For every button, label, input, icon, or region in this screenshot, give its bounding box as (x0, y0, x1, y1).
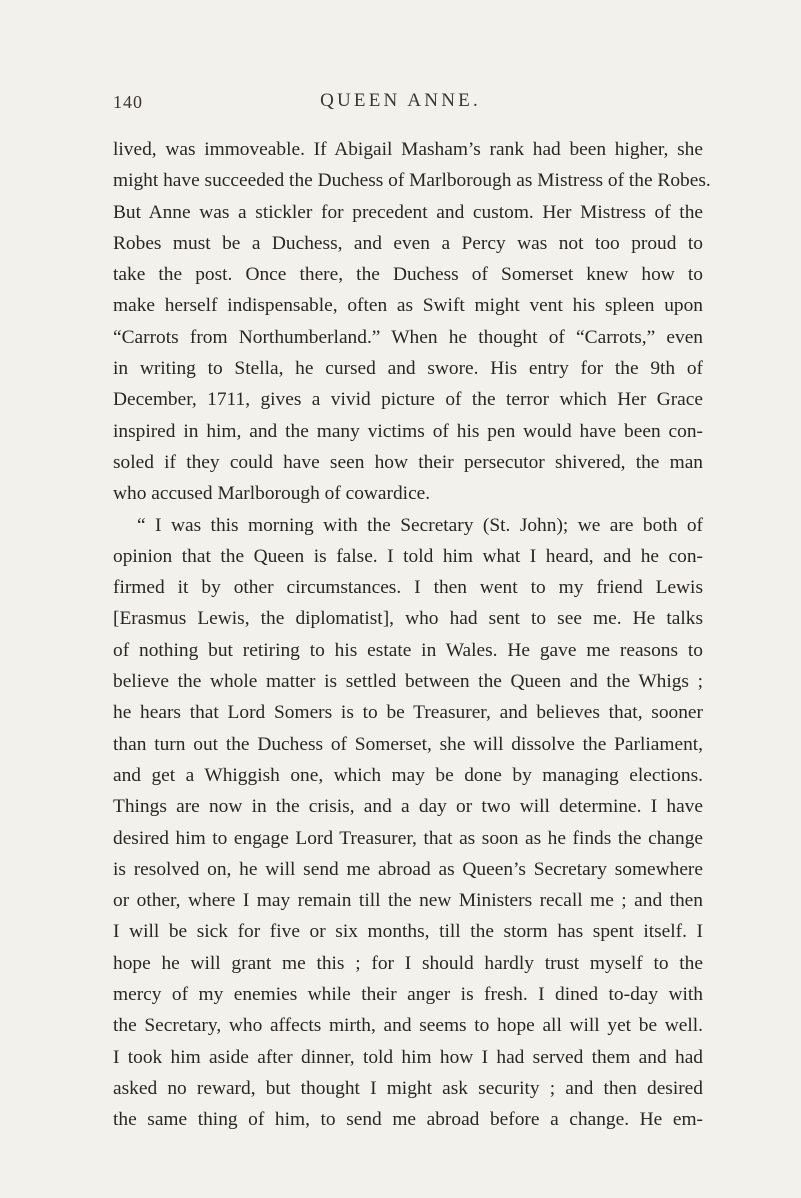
text-line: and get a Whiggish one, which may be done by managing elections. (113, 764, 703, 786)
text-line: desired him to engage Lord Treasurer, that as soon as he finds the change (113, 827, 703, 849)
text-line: “ I was this morning with the Secretary (St. John); we are both of (137, 514, 703, 536)
text-line: opinion that the Queen is false. I told him what I heard, and he con- (113, 545, 703, 567)
text-line: But Anne was a stickler for precedent and custom. Her Mistress of the (113, 201, 703, 223)
text-line: soled if they could have seen how their persecutor shivered, the man (113, 451, 703, 473)
text-line: inspired in him, and the many victims of his pen would have been con- (113, 420, 703, 442)
text-line: mercy of my enemies while their anger is fresh. I dined to-day with (113, 984, 703, 1006)
text-line: or other, where I may remain till the new Ministers recall me ; and then (113, 890, 703, 912)
running-head (0, 88, 801, 118)
text-line: he hears that Lord Somers is to be Treasurer, and believes that, sooner (113, 702, 703, 724)
text-line: make herself indispensable, often as Swift might vent his spleen upon (113, 295, 703, 317)
text-line: “Carrots from Northumberland.” When he thought of “Carrots,” even (113, 326, 703, 348)
text-line: Things are now in the crisis, and a day or two will determine. I have (113, 796, 703, 818)
text-line: of nothing but retiring to his estate in Wales. He gave me reasons to (113, 639, 703, 661)
text-line: take the post. Once there, the Duchess of Somerset knew how to (113, 264, 703, 286)
text-line: is resolved on, he will send me abroad as Queen’s Secretary somewhere (113, 858, 703, 880)
text-line: asked no reward, but thought I might ask security ; and then desired (113, 1077, 703, 1099)
text-line: than turn out the Duchess of Somerset, she will dissolve the Parliament, (113, 733, 703, 755)
text-line: hope he will grant me this ; for I should hardly trust myself to the (113, 952, 703, 974)
text-line: December, 1711, gives a vivid picture of the terror which Her Grace (113, 389, 703, 411)
text-line: lived, was immoveable. If Abigail Masham’s rank had been higher, she (113, 139, 703, 160)
text-line: in writing to Stella, he cursed and swore. His entry for the 9th of (113, 358, 703, 380)
text-line: the Secretary, who affects mirth, and seems to hope all will yet be well. (113, 1015, 703, 1037)
text-line: believe the whole matter is settled between the Queen and the Whigs ; (113, 671, 703, 693)
running-title: QUEEN ANNE. (320, 90, 481, 111)
text-line: [Erasmus Lewis, the diplomatist], who had sent to see me. He talks (113, 608, 703, 630)
text-line: I took him aside after dinner, told him how I had served them and had (113, 1046, 703, 1068)
text-line: Robes must be a Duchess, and even a Percy was not too proud to (113, 232, 703, 254)
text-line: firmed it by other circumstances. I then went to my friend Lewis (113, 577, 703, 599)
text-line: might have succeeded the Duchess of Marlborough as Mistress of the Robes. (113, 170, 711, 192)
page-number: 140 (113, 92, 143, 112)
text-line: I will be sick for five or six months, till the storm has spent itself. I (113, 921, 703, 943)
text-line: who accused Marlborough of cowardice. (113, 483, 431, 505)
text-line: the same thing of him, to send me abroad before a change. He em- (113, 1109, 703, 1131)
body-text (113, 134, 711, 1136)
